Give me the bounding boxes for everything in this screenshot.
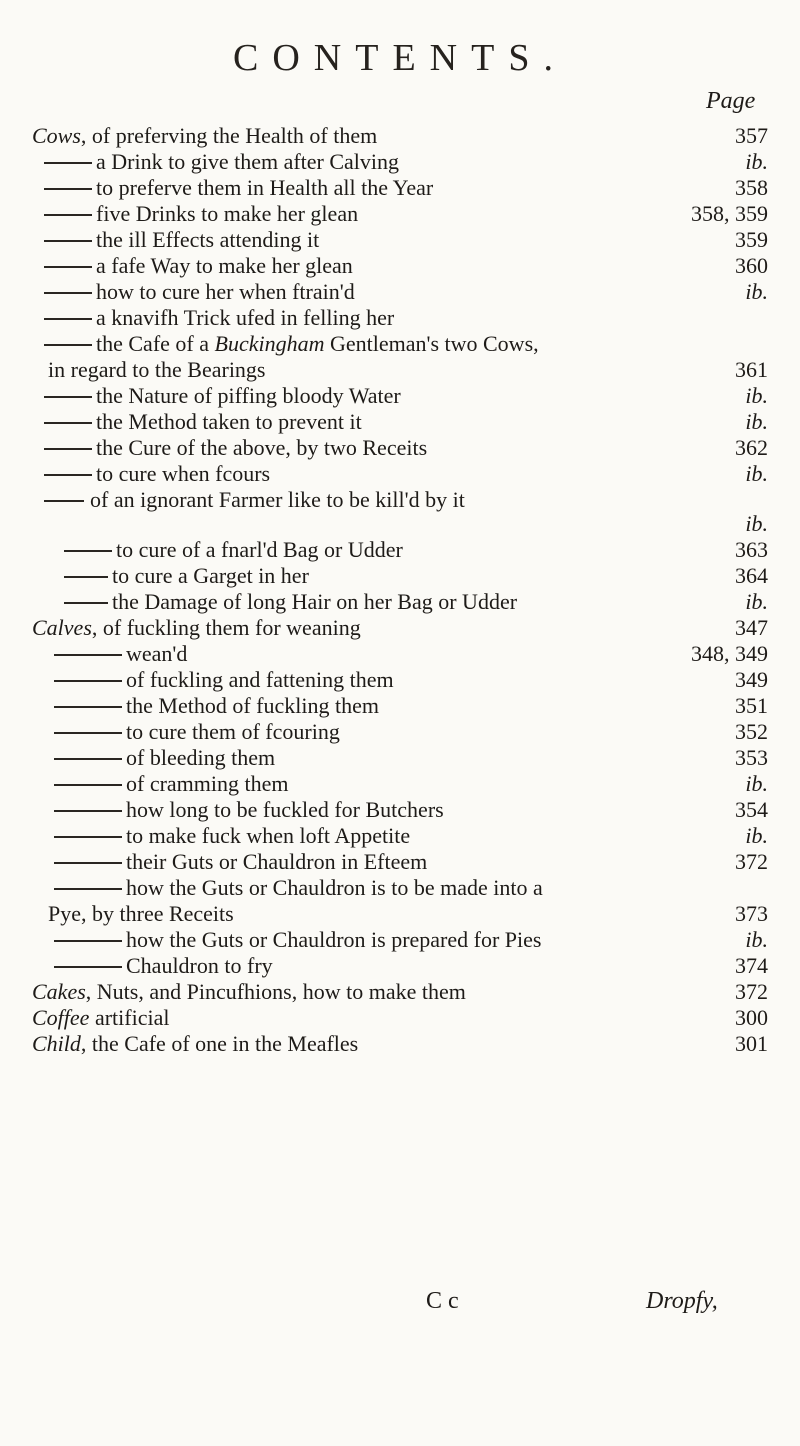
page-number: ib. <box>745 771 768 796</box>
entry-text: the Nature of piffing bloody Water <box>96 383 401 408</box>
contents-entry <box>0 822 800 850</box>
contents-entry <box>0 744 800 772</box>
entry-text: the Method taken to prevent it <box>96 409 362 434</box>
entry-text: their Guts or Chauldron in Efteem <box>126 849 428 874</box>
page-number: ib. <box>745 927 768 952</box>
entry-text: Pye, by three Receits <box>48 901 234 926</box>
contents-entry <box>0 796 800 824</box>
entry-text: of cramming them <box>126 771 289 796</box>
entry-text: to preferve them in Health all the Year <box>96 175 434 200</box>
entry-text: to make fuck when loft Appetite <box>126 823 411 848</box>
entry-heading: Child <box>32 1031 81 1056</box>
contents-entry <box>0 278 800 306</box>
entry-text: the Method of fuckling them <box>126 693 379 718</box>
catchword: Dropfy, <box>646 1288 718 1314</box>
contents-entry <box>0 226 800 254</box>
page-number: ib. <box>745 383 768 408</box>
page-number: 347 <box>735 615 768 640</box>
entry-text: Coffee artificial <box>32 1005 170 1030</box>
contents-entry <box>0 174 800 202</box>
contents-entry <box>0 874 800 902</box>
entry-heading: Coffee <box>32 1005 90 1030</box>
contents-entry <box>0 848 800 876</box>
place-name: Buckingham <box>214 331 325 356</box>
contents-entry <box>0 770 800 798</box>
entry-heading: Calves <box>32 615 92 640</box>
entry-text: how the Guts or Chauldron is to be made into a <box>126 875 543 900</box>
page-number: 374 <box>735 953 768 978</box>
page-number: ib. <box>745 589 768 614</box>
entry-text: of bleeding them <box>126 745 276 770</box>
page-number: 360 <box>735 253 768 278</box>
contents-entry <box>0 122 800 150</box>
contents-entry <box>0 926 800 954</box>
contents-entry <box>0 588 800 616</box>
contents-entry <box>0 666 800 694</box>
entry-text: of fuckling and fattening them <box>126 667 394 692</box>
entry-text: to cure of a fnarl'd Bag or Udder <box>116 537 403 562</box>
page-number: ib. <box>745 511 768 536</box>
contents-entry <box>0 330 800 358</box>
ditto-dash <box>44 500 84 502</box>
contents-entry <box>0 252 800 280</box>
entry-text: five Drinks to make her glean <box>96 201 359 226</box>
contents-entry <box>0 952 800 980</box>
page-number: ib. <box>745 461 768 486</box>
entry-text: Cows, of preferving the Health of them <box>32 123 378 148</box>
entry-text: the Cafe of a Buckingham Gentleman's two Cows, <box>96 331 539 356</box>
page-title: CONTENTS. <box>233 37 567 79</box>
entry-text: wean'd <box>126 641 188 666</box>
page-number: 352 <box>735 719 768 744</box>
contents-entry <box>0 148 800 176</box>
entry-text: a fafe Way to make her glean <box>96 253 353 278</box>
page-number: ib. <box>745 149 768 174</box>
entry-heading: Cows <box>32 123 81 148</box>
page-number: 359 <box>735 227 768 252</box>
entry-text: the Cure of the above, by two Receits <box>96 435 428 460</box>
contents-entry <box>0 460 800 488</box>
entry-text: to cure when fcours <box>96 461 271 486</box>
page-number: 358 <box>735 175 768 200</box>
entry-text: the ill Effects attending it <box>96 227 320 252</box>
entry-text: Calves, of fuckling them for weaning <box>32 615 361 640</box>
contents-entry <box>0 200 800 228</box>
page-number: 300 <box>735 1005 768 1030</box>
entry-text: to cure them of fcouring <box>126 719 340 744</box>
entry-text: to cure a Garget in her <box>112 563 309 588</box>
page-number: 301 <box>735 1031 768 1056</box>
contents-entry <box>0 562 800 590</box>
page-number: 354 <box>735 797 768 822</box>
entry-text: Chauldron to fry <box>126 953 273 978</box>
page-number: 351 <box>735 693 768 718</box>
contents-entry <box>0 614 800 642</box>
contents-entry <box>0 1030 800 1058</box>
contents-entry <box>0 640 800 668</box>
entry-text: how the Guts or Chauldron is prepared for Pies <box>126 927 542 952</box>
entry-text: how long to be fuckled for Butchers <box>126 797 444 822</box>
page-number: 361 <box>735 357 768 382</box>
page-number: 362 <box>735 435 768 460</box>
page-number: 358, 359 <box>691 201 768 226</box>
page-number: ib. <box>745 279 768 304</box>
contents-entry <box>0 356 800 384</box>
contents-entry <box>0 510 800 538</box>
ditto-dash <box>54 888 122 890</box>
page-number: 372 <box>735 979 768 1004</box>
contents-entry <box>0 1004 800 1032</box>
entry-heading: Cakes <box>32 979 86 1004</box>
contents-entry <box>0 304 800 332</box>
page-number: 364 <box>735 563 768 588</box>
entry-text: how to cure her when ftrain'd <box>96 279 355 304</box>
entry-text: a knavifh Trick ufed in felling her <box>96 305 395 330</box>
signature-mark: C c <box>426 1288 459 1314</box>
page-number: 353 <box>735 745 768 770</box>
contents-entry <box>0 718 800 746</box>
entry-text: a Drink to give them after Calving <box>96 149 400 174</box>
entry-text: the Damage of long Hair on her Bag or Udder <box>112 589 518 614</box>
contents-entry <box>0 692 800 720</box>
page-number: 349 <box>735 667 768 692</box>
page-number: 363 <box>735 537 768 562</box>
page-number: 373 <box>735 901 768 926</box>
contents-entry <box>0 408 800 436</box>
page-column-header: Page <box>706 88 756 114</box>
entry-text: Cakes, Nuts, and Pincufhions, how to make them <box>32 979 466 1004</box>
contents-entry <box>0 382 800 410</box>
page-number: ib. <box>745 823 768 848</box>
contents-entry <box>0 536 800 564</box>
ditto-dash <box>44 344 92 346</box>
contents-entry <box>0 978 800 1006</box>
page-number: 348, 349 <box>691 641 768 666</box>
entry-text: in regard to the Bearings <box>48 357 266 382</box>
contents-entry <box>0 434 800 462</box>
page-number: ib. <box>745 409 768 434</box>
entry-text: of an ignorant Farmer like to be kill'd by it <box>90 487 465 512</box>
ditto-dash <box>44 318 92 320</box>
page-number: 372 <box>735 849 768 874</box>
entry-text: Child, the Cafe of one in the Meafles <box>32 1031 359 1056</box>
contents-entry <box>0 900 800 928</box>
page-number: 357 <box>735 123 768 148</box>
